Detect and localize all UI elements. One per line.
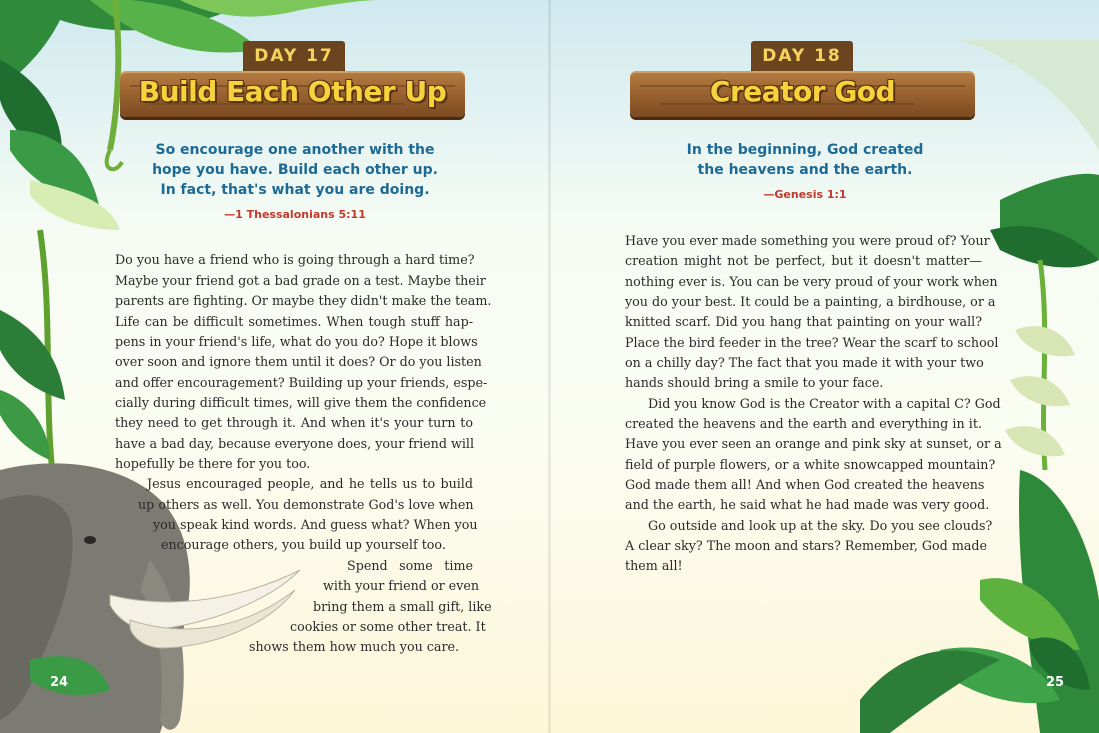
text-line: Life can be difficult sometimes. When tough stuff hap- <box>115 314 473 329</box>
text-line: Jesus encouraged people, and he tells us to build <box>147 476 473 491</box>
text-line: have a bad day, because everyone does, your friend will <box>115 436 475 451</box>
text-line: up others as well. You demonstrate God's love when <box>138 497 474 512</box>
text-line: Did you know God is the Creator with a capital C? God <box>648 396 1001 411</box>
title-plank <box>630 71 975 117</box>
text-line: God made them all! And when God created the heavens <box>625 477 985 492</box>
text-line: over soon and ignore them until it does? Or do you listen <box>115 354 482 369</box>
text-line: created the heavens and the earth and everything in it. <box>625 416 982 431</box>
text-line: hands should bring a smile to your face. <box>625 375 884 390</box>
day-label: DAY 17 <box>243 41 345 71</box>
text-line: pens in your friend's life, what do you do? Hope it blows <box>115 334 478 349</box>
verse-line: hope you have. Build each other up. <box>152 162 438 178</box>
scripture-verse <box>650 140 960 180</box>
left-page <box>0 0 549 733</box>
right-page <box>550 0 1099 733</box>
scripture-verse <box>140 140 450 200</box>
verse-line: the heavens and the earth. <box>697 162 913 178</box>
text-line: Have you ever made something you were proud of? Your <box>625 233 990 248</box>
text-line: A clear sky? The moon and stars? Remember, God made <box>625 538 988 553</box>
text-line: parents are fighting. Or maybe they didn't make the team. <box>115 293 492 308</box>
text-line: encourage others, you build up yourself too. <box>161 537 446 552</box>
text-line: cially during difficult times, will give them the confidence <box>115 395 487 410</box>
text-line: and the earth, he said what he had made was very good. <box>625 497 990 512</box>
text-line: field of purple flowers, or a white snowcapped mountain? <box>625 457 996 472</box>
text-line: nothing ever is. You can be very proud of your work when <box>625 274 998 289</box>
text-line: shows them how much you care. <box>249 639 460 654</box>
text-line: Spend some time <box>347 558 473 573</box>
scripture-reference: —Genesis 1:1 <box>763 188 847 201</box>
text-line: Do you have a friend who is going through a hard time? <box>115 252 475 267</box>
text-line: them all! <box>625 558 683 573</box>
page-title: Creator God <box>709 75 896 108</box>
text-line: they need to get through it. And when it's your turn to <box>115 415 473 430</box>
text-line: Place the bird feeder in the tree? Wear the scarf to school <box>625 335 999 350</box>
text-line: you do your best. It could be a painting, a birdhouse, or a <box>625 294 996 309</box>
text-line: Go outside and look up at the sky. Do you see clouds? <box>648 518 993 533</box>
scripture-reference: —1 Thessalonians 5:11 <box>224 208 366 221</box>
text-line: Have you ever seen an orange and pink sky at sunset, or a <box>625 436 1002 451</box>
verse-line: In fact, that's what you are doing. <box>160 182 430 198</box>
page-number: 24 <box>50 675 69 690</box>
title-plank <box>120 71 465 117</box>
text-line: you speak kind words. And guess what? When you <box>153 517 478 532</box>
text-line: with your friend or even <box>323 578 480 593</box>
page-number: 25 <box>1046 675 1065 690</box>
page-title: Build Each Other Up <box>138 75 447 108</box>
text-line: and offer encouragement? Building up your friends, espe- <box>115 375 488 390</box>
text-line: Maybe your friend got a bad grade on a test. Maybe their <box>115 273 486 288</box>
text-line: hopefully be there for you too. <box>115 456 311 471</box>
day-label: DAY 18 <box>751 41 853 71</box>
text-line: creation might not be perfect, but it doesn't matter— <box>625 253 982 268</box>
verse-line: In the beginning, God created <box>686 142 924 158</box>
verse-line: So encourage one another with the <box>155 142 435 158</box>
text-line: cookies or some other treat. It <box>290 619 486 634</box>
text-line: bring them a small gift, like <box>313 599 492 614</box>
text-line: knitted scarf. Did you hang that painting on your wall? <box>625 314 982 329</box>
text-line: on a chilly day? The fact that you made it with your two <box>625 355 984 370</box>
